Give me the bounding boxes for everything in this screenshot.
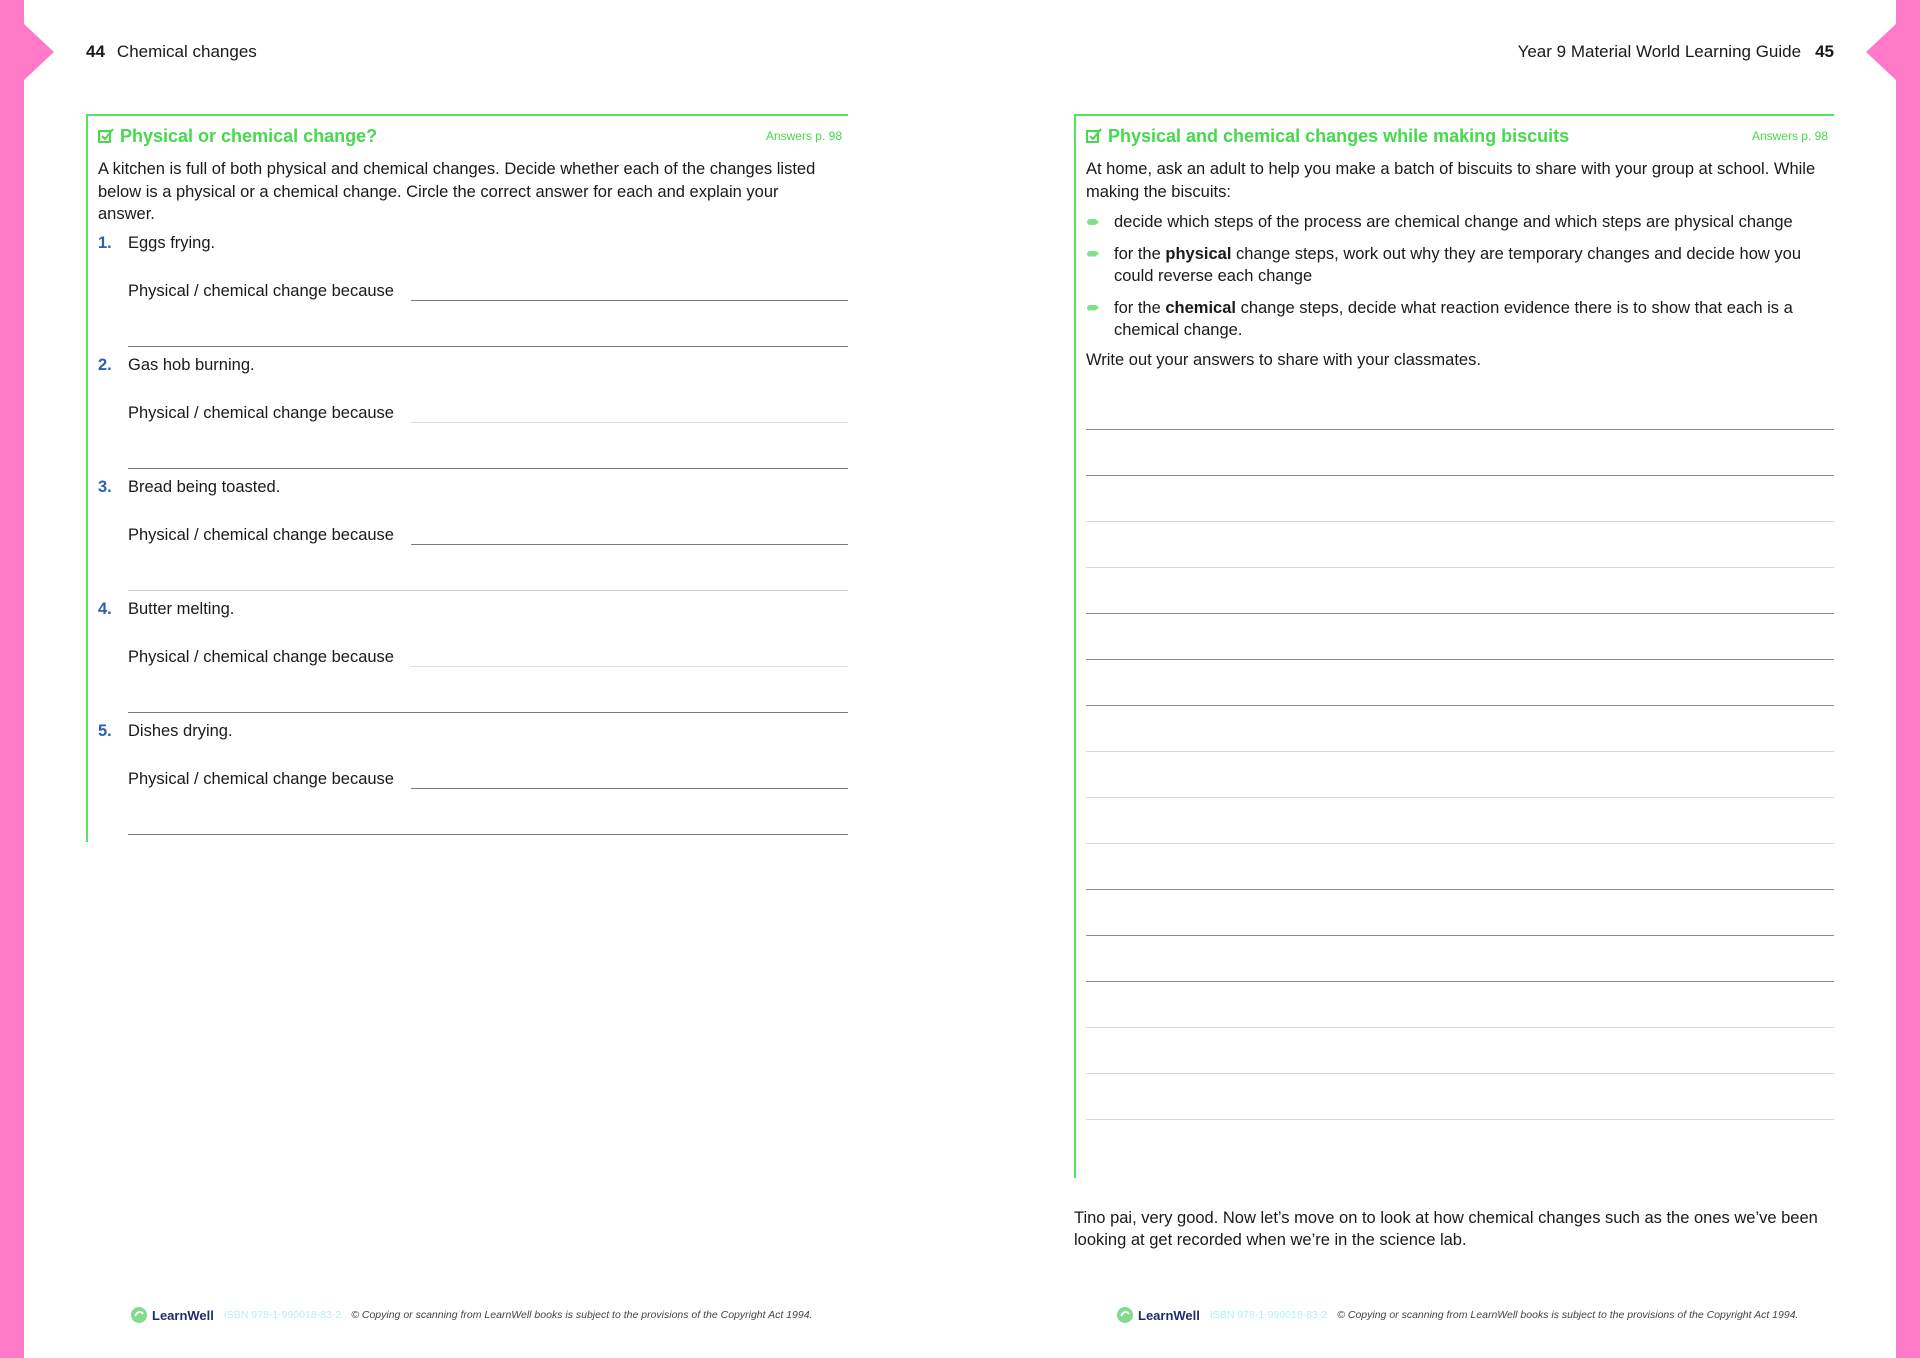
- writing-line[interactable]: [1086, 706, 1834, 752]
- checkbox-pencil-icon: [98, 128, 114, 144]
- writing-line[interactable]: [1086, 936, 1834, 982]
- answer-prompt: Physical / chemical change because: [128, 647, 394, 666]
- learnwell-logo-icon: [1116, 1306, 1134, 1324]
- question-number: 4.: [98, 599, 112, 618]
- writing-area[interactable]: [1076, 384, 1834, 1120]
- activity-instructions: At home, ask an adult to help you make a batch of biscuits to share with your group at school. While making the biscuits:: [1086, 160, 1816, 201]
- answer-prompt: Physical / chemical change because: [128, 525, 394, 544]
- writing-line[interactable]: [1086, 752, 1834, 798]
- question-text: Bread being toasted.: [128, 477, 281, 496]
- activity-header: [88, 116, 848, 156]
- list-item-text: for the: [1114, 298, 1166, 317]
- activity-instructions: A kitchen is full of both physical and chemical changes. Decide whether each of the changes listed below is a physical or a chemical change. Circle the correct answer for each and explain your answer.: [98, 160, 816, 223]
- instruction-list: [1076, 211, 1834, 342]
- running-title: Chemical changes: [116, 42, 257, 61]
- question-2: [88, 356, 848, 478]
- answer-line[interactable]: [411, 300, 848, 301]
- writing-line[interactable]: [1086, 1028, 1834, 1074]
- copyright-notice: © Copying or scanning from LearnWell books is subject to the provisions of the Copyright Act 1994.: [1337, 1309, 1799, 1321]
- writing-line[interactable]: [1086, 660, 1834, 706]
- writing-line[interactable]: [1086, 982, 1834, 1028]
- isbn: ISBN 978-1-990018-83-2: [1209, 1309, 1328, 1321]
- answers-reference: Answers p. 98: [1751, 129, 1828, 143]
- answer-line[interactable]: [411, 788, 848, 789]
- brand-name: LearnWell: [152, 1307, 214, 1323]
- writing-line[interactable]: [1086, 614, 1834, 660]
- writing-line[interactable]: [1086, 1074, 1834, 1120]
- left-page-tab: [24, 24, 54, 80]
- activity-title: [98, 126, 377, 147]
- activity-title: [1086, 126, 1569, 147]
- answer-line[interactable]: [411, 544, 848, 545]
- answer-prompt: Physical / chemical change because: [128, 281, 394, 300]
- list-item-emphasis: physical: [1165, 244, 1232, 263]
- question-number: 2.: [98, 355, 112, 374]
- writing-line[interactable]: [1086, 476, 1834, 522]
- right-footer: [1116, 1306, 1798, 1324]
- question-5: [88, 722, 848, 844]
- left-page: [86, 0, 848, 1358]
- list-item-text: change steps, decide what reaction evidence there is to show that each is a chemical change.: [1114, 298, 1793, 339]
- brand-name: LearnWell: [1138, 1307, 1200, 1323]
- answer-line[interactable]: [128, 346, 848, 347]
- left-page-edge: [0, 0, 24, 1358]
- question-text: Gas hob burning.: [128, 355, 255, 374]
- learnwell-logo-icon: [130, 1306, 148, 1324]
- right-page-tab: [1866, 24, 1896, 80]
- writing-line[interactable]: [1086, 568, 1834, 614]
- question-number: 1.: [98, 233, 112, 252]
- copyright-notice: © Copying or scanning from LearnWell books is subject to the provisions of the Copyright Act 1994.: [351, 1309, 813, 1321]
- right-page-edge: [1896, 0, 1920, 1358]
- question-text: Dishes drying.: [128, 721, 233, 740]
- writing-line[interactable]: [1086, 798, 1834, 844]
- question-text: Butter melting.: [128, 599, 235, 618]
- answer-line[interactable]: [128, 468, 848, 469]
- question-3: [88, 478, 848, 600]
- question-number: 5.: [98, 721, 112, 740]
- page-number: 44: [86, 42, 105, 61]
- running-title: Year 9 Material World Learning Guide: [1517, 42, 1802, 61]
- answer-line[interactable]: [128, 834, 848, 835]
- answer-line[interactable]: [128, 712, 848, 713]
- writing-line[interactable]: [1086, 844, 1834, 890]
- answer-line[interactable]: [128, 590, 848, 591]
- writing-line[interactable]: [1086, 522, 1834, 568]
- activity-box-physical-or-chemical: [86, 114, 848, 842]
- answers-reference: Answers p. 98: [765, 129, 842, 143]
- right-page: [1074, 0, 1834, 1358]
- checkbox-pencil-icon: [1086, 128, 1102, 144]
- list-item: [1114, 243, 1824, 288]
- writing-line[interactable]: [1086, 430, 1834, 476]
- learnwell-logo: [1116, 1306, 1200, 1324]
- list-item-emphasis: chemical: [1165, 298, 1236, 317]
- write-out-instruction: Write out your answers to share with your classmates.: [1086, 350, 1481, 369]
- question-number: 3.: [98, 477, 112, 496]
- list-item: [1114, 297, 1824, 342]
- answer-prompt: Physical / chemical change because: [128, 769, 394, 788]
- left-running-head: [86, 42, 257, 62]
- list-item-text: for the: [1114, 244, 1166, 263]
- activity-header: [1076, 116, 1834, 156]
- answer-line[interactable]: [411, 422, 848, 423]
- learnwell-logo: [130, 1306, 214, 1324]
- closing-paragraph: Tino pai, very good. Now let’s move on to look at how chemical changes such as the ones we’ve been looking at get recorded when we’re in the science lab.: [1074, 1208, 1818, 1249]
- isbn: ISBN 978-1-990018-83-2: [223, 1309, 342, 1321]
- question-text: Eggs frying.: [128, 233, 216, 252]
- activity-title-text: Physical and chemical changes while making biscuits: [1108, 125, 1570, 146]
- left-footer: [130, 1306, 812, 1324]
- activity-title-text: Physical or chemical change?: [120, 125, 378, 146]
- writing-line[interactable]: [1086, 890, 1834, 936]
- answer-prompt: Physical / chemical change because: [128, 403, 394, 422]
- list-item-text: decide which steps of the process are chemical change and which steps are physical change: [1114, 213, 1793, 231]
- question-4: [88, 600, 848, 722]
- list-item: [1114, 211, 1824, 234]
- writing-line[interactable]: [1086, 384, 1834, 430]
- list-item-text: change steps, work out why they are temporary changes and decide how you could reverse each change: [1114, 244, 1802, 285]
- page-number: 45: [1815, 42, 1834, 61]
- answer-line[interactable]: [411, 666, 848, 667]
- question-1: [88, 234, 848, 356]
- right-running-head: [1518, 42, 1834, 62]
- activity-box-biscuits: [1074, 114, 1834, 1178]
